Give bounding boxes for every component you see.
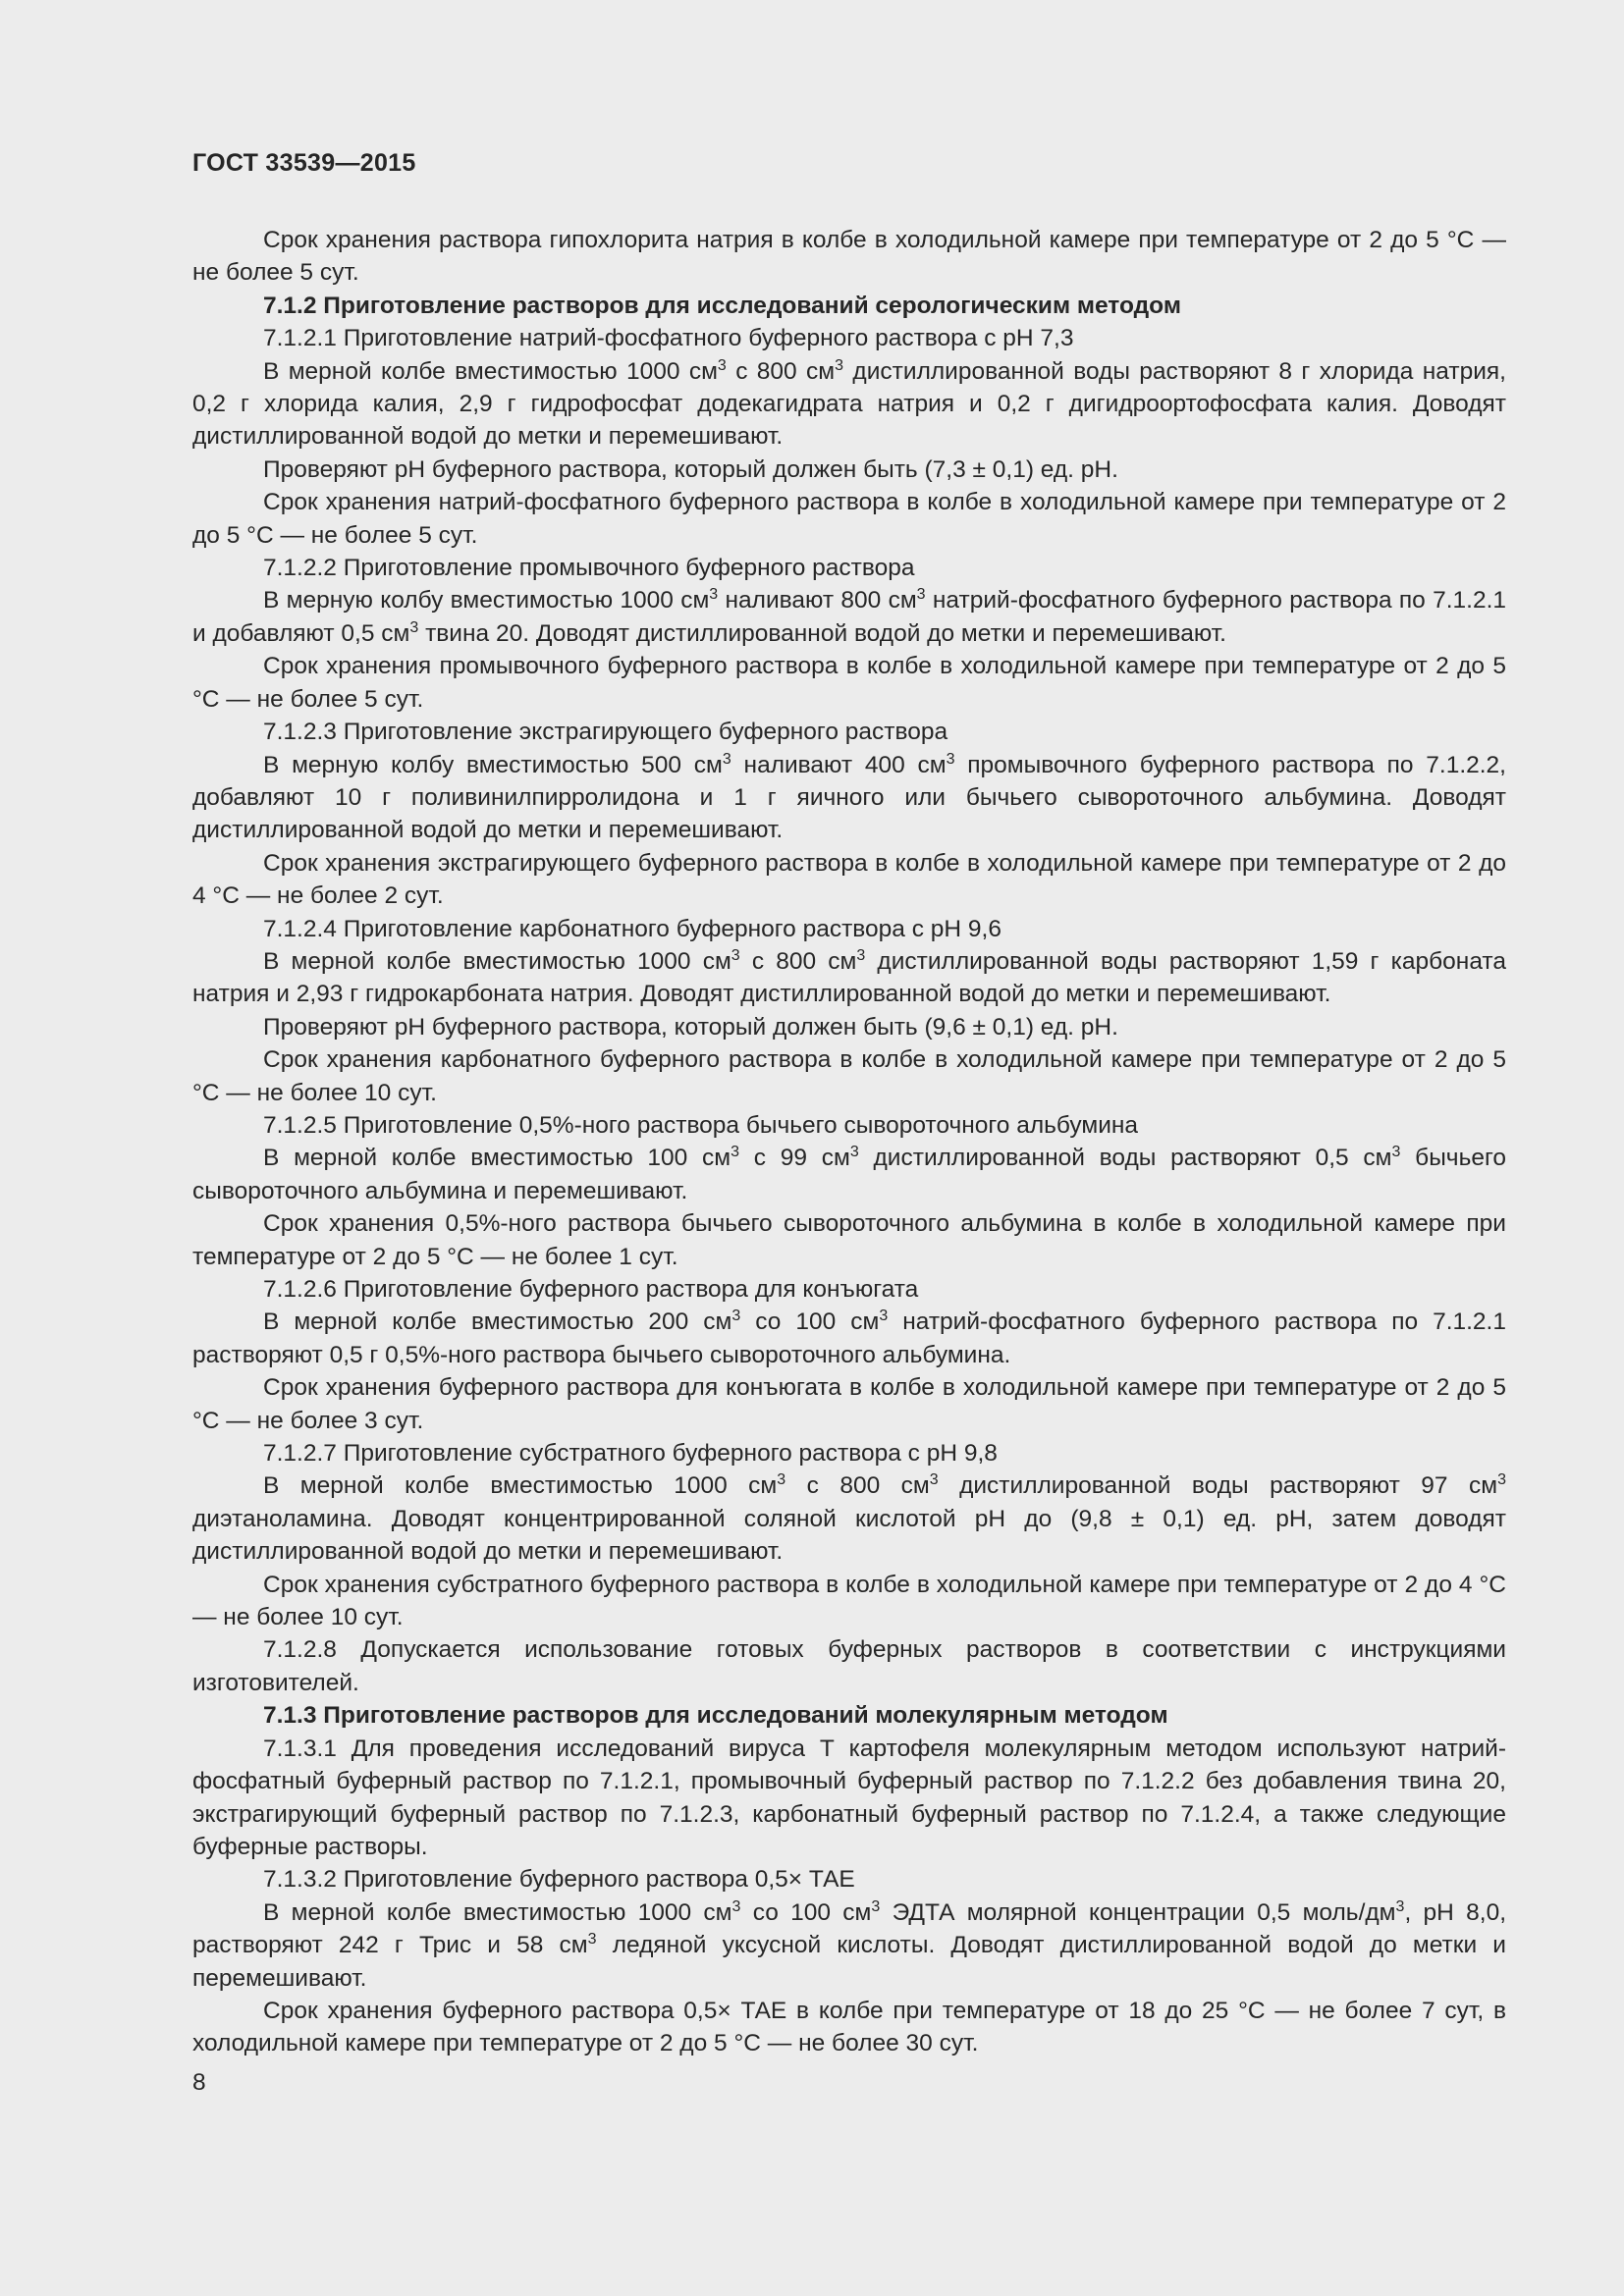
paragraph — [192, 1371, 1506, 1437]
paragraph-text: 7.1.2.5 Приготовление 0,5%-ного раствора бычьего сывороточного альбумина — [263, 1111, 1139, 1139]
superscript: 3 — [1391, 1144, 1401, 1161]
section-heading — [192, 290, 1506, 322]
paragraph-text: 7.1.2.3 Приготовление экстрагирующего буферного раствора — [263, 719, 948, 746]
paragraph-text: дистиллированной воды растворяют 1,59 г карбоната натрия и 2,93 г гидрокарбоната натрия. Доводят дистиллированной водой до метки и перемешивают. — [192, 947, 1506, 1008]
paragraph-text: Проверяют рН буферного раствора, который должен быть (7,3 ± 0,1) ед. рН. — [263, 455, 1118, 483]
paragraph-text: В мерной колбе вместимостью 1000 см — [263, 357, 718, 385]
superscript: 3 — [871, 1897, 881, 1915]
paragraph-text: 7.1.2.2 Приготовление промывочного буферного раствора — [263, 555, 915, 582]
paragraph-text: 7.1.2.8 Допускается использование готовых буферных растворов в соответствии с инструкциями изготовителей. — [192, 1636, 1506, 1696]
paragraph-text: наливают 400 см — [731, 751, 947, 778]
paragraph-text: Срок хранения субстратного буферного раствора в колбе в холодильной камере при температуре от 2 до 4 °С — не более 10 сут. — [192, 1571, 1506, 1631]
paragraph — [192, 1273, 1506, 1306]
paragraph-text: Срок хранения карбонатного буферного раствора в колбе в холодильной камере при температуре от 2 до 5 °С — не более 10 сут. — [192, 1046, 1506, 1106]
paragraph — [192, 1896, 1506, 1995]
paragraph-text: Срок хранения экстрагирующего буферного раствора в колбе в холодильной камере при температуре от 2 до 4 °С — не более 2 сут. — [192, 849, 1506, 910]
paragraph — [192, 1109, 1506, 1142]
superscript: 3 — [717, 356, 727, 374]
paragraph — [192, 913, 1506, 945]
paragraph — [192, 322, 1506, 354]
paragraph — [192, 454, 1506, 486]
paragraph-text: В мерной колбе вместимостью 1000 см — [263, 947, 731, 975]
paragraph-text: со 100 см — [740, 1308, 880, 1336]
superscript: 3 — [1395, 1897, 1405, 1915]
superscript: 3 — [856, 946, 866, 964]
paragraph-text: 7.1.2 Приготовление растворов для исследований серологическим методом — [263, 292, 1181, 319]
superscript: 3 — [777, 1471, 786, 1489]
paragraph — [192, 552, 1506, 584]
superscript: 3 — [731, 1308, 741, 1325]
paragraph-text: Срок хранения раствора гипохлорита натрия в колбе в холодильной камере при температуре от 2 до 5 °С — не более 5 сут. — [192, 227, 1506, 287]
paragraph-text: дистиллированной воды растворяют 97 см — [938, 1472, 1498, 1500]
paragraph — [192, 1142, 1506, 1207]
superscript: 3 — [709, 586, 719, 604]
paragraph-text: Срок хранения буферного раствора 0,5× ТАЕ в колбе при температуре от 18 до 25 °С — не более 7 сут, в холодильной камере при температуре от 2 до 5 °С — не более 30 сут. — [192, 1997, 1506, 2057]
document-header: ГОСТ 33539—2015 — [192, 149, 416, 177]
paragraph — [192, 716, 1506, 748]
paragraph — [192, 847, 1506, 913]
paragraph — [192, 1043, 1506, 1109]
superscript: 3 — [587, 1931, 597, 1949]
paragraph — [192, 1207, 1506, 1273]
superscript: 3 — [1497, 1471, 1506, 1489]
superscript: 3 — [946, 750, 955, 768]
paragraph-text: Срок хранения буферного раствора для конъюгата в колбе в холодильной камере при температуре от 2 до 5 °С — не более 3 сут. — [192, 1374, 1506, 1434]
paragraph-text: 7.1.3.1 Для проведения исследований вируса Т картофеля молекулярным методом используют натрий-фосфатный буферный раствор по 7.1.2.1, промывочный буферный раствор по 7.1.2.2 без добавления твина 20, экстрагирующий буферный раствор по 7.1.2.3, карбонатный буферный раствор по 7.1.2.4, а также следующие буферные растворы. — [192, 1735, 1506, 1860]
paragraph-text: В мерной колбе вместимостью 100 см — [263, 1145, 731, 1172]
section-heading — [192, 1699, 1506, 1732]
paragraph — [192, 1863, 1506, 1896]
paragraph-text: твина 20. Доводят дистиллированной водой до метки и перемешивают. — [418, 619, 1226, 647]
superscript: 3 — [731, 1897, 741, 1915]
superscript: 3 — [879, 1308, 889, 1325]
paragraph — [192, 1995, 1506, 2060]
paragraph-text: 7.1.3 Приготовление растворов для исследований молекулярным методом — [263, 1702, 1168, 1730]
paragraph — [192, 650, 1506, 716]
paragraph-text: , рН 8,0, растворяют 242 г Трис и 58 см — [192, 1898, 1507, 1959]
paragraph-text: со 100 см — [740, 1898, 872, 1926]
paragraph-text: Проверяют рН буферного раствора, который должен быть (9,6 ± 0,1) ед. рН. — [263, 1013, 1118, 1041]
superscript: 3 — [929, 1471, 939, 1489]
paragraph — [192, 486, 1506, 552]
paragraph-text: с 800 см — [739, 947, 857, 975]
paragraph-text: 7.1.2.7 Приготовление субстратного буферного раствора с рН 9,8 — [263, 1440, 998, 1468]
paragraph-text: В мерную колбу вместимостью 500 см — [263, 751, 723, 778]
paragraph — [192, 1633, 1506, 1699]
paragraph-text: с 800 см — [726, 357, 836, 385]
paragraph-text: натрий-фосфатного буферного раствора по 7.1.2.1 и добавляют 0,5 см — [192, 587, 1507, 647]
paragraph-text: 7.1.2.6 Приготовление буферного раствора для конъюгата — [263, 1276, 919, 1303]
page-number: 8 — [192, 2069, 206, 2096]
paragraph-text: ЭДТА молярной концентрации 0,5 моль/дм — [880, 1898, 1396, 1926]
paragraph — [192, 584, 1506, 650]
paragraph-text: ледяной уксусной кислоты. Доводят дистиллированной водой до метки и перемешивают. — [192, 1932, 1506, 1992]
superscript: 3 — [409, 618, 419, 636]
paragraph-text: промывочного буферного раствора по 7.1.2.2, добавляют 10 г поливинилпирролидона и 1 г яичного или бычьего сывороточного альбумина. Доводят дистиллированной водой до метки и перемешивают. — [192, 751, 1506, 844]
superscript: 3 — [731, 1144, 740, 1161]
paragraph-text: 7.1.2.4 Приготовление карбонатного буферного раствора с рН 9,6 — [263, 915, 1001, 942]
superscript: 3 — [916, 586, 926, 604]
paragraph-text: дистиллированной воды растворяют 8 г хлорида натрия, 0,2 г хлорида калия, 2,9 г гидрофосфат додекагидрата натрия и 0,2 г дигидроортофосфата калия. Доводят дистиллированной водой до метки и перемешивают. — [192, 357, 1506, 451]
paragraph — [192, 355, 1506, 454]
paragraph-text: В мерную колбу вместимостью 1000 см — [263, 587, 710, 614]
paragraph-text: натрий-фосфатного буферного раствора по 7.1.2.1 растворяют 0,5 г 0,5%-ного раствора бычьего сывороточного альбумина. — [192, 1308, 1506, 1368]
paragraph — [192, 1469, 1506, 1568]
paragraph — [192, 1306, 1506, 1371]
paragraph — [192, 224, 1506, 290]
paragraph-text: 7.1.3.2 Приготовление буферного раствора 0,5× ТАЕ — [263, 1866, 855, 1894]
paragraph-text: с 99 см — [739, 1145, 850, 1172]
superscript: 3 — [731, 946, 740, 964]
paragraph — [192, 1733, 1506, 1864]
superscript: 3 — [722, 750, 731, 768]
paragraph — [192, 1569, 1506, 1634]
paragraph-text: с 800 см — [785, 1472, 930, 1500]
document-body — [192, 224, 1506, 2060]
paragraph-text: В мерной колбе вместимостью 1000 см — [263, 1898, 732, 1926]
paragraph-text: диэтаноламина. Доводят концентрированной соляной кислотой рН до (9,8 ± 0,1) ед. рН, затем доводят дистиллированной водой до метки и перемешивают. — [192, 1505, 1506, 1566]
paragraph — [192, 1437, 1506, 1469]
paragraph-text: бычьего сывороточного альбумина и перемешивают. — [192, 1145, 1506, 1204]
superscript: 3 — [849, 1144, 859, 1161]
paragraph-text: Срок хранения промывочного буферного раствора в колбе в холодильной камере при температуре от 2 до 5 °С — не более 5 сут. — [192, 653, 1506, 713]
paragraph-text: В мерной колбе вместимостью 1000 см — [263, 1472, 778, 1500]
paragraph — [192, 1011, 1506, 1043]
paragraph-text: Срок хранения 0,5%-ного раствора бычьего сывороточного альбумина в колбе в холодильной камере при температуре от 2 до 5 °С — не более 1 сут. — [192, 1210, 1506, 1270]
paragraph — [192, 945, 1506, 1011]
paragraph-text: 7.1.2.1 Приготовление натрий-фосфатного буферного раствора с рН 7,3 — [263, 325, 1074, 352]
paragraph-text: Срок хранения натрий-фосфатного буферного раствора в колбе в холодильной камере при температуре от 2 до 5 °С — не более 5 сут. — [192, 489, 1506, 549]
paragraph-text: наливают 800 см — [718, 587, 917, 614]
paragraph-text: дистиллированной воды растворяют 0,5 см — [858, 1145, 1392, 1172]
paragraph-text: В мерной колбе вместимостью 200 см — [263, 1308, 732, 1336]
superscript: 3 — [835, 356, 844, 374]
paragraph — [192, 749, 1506, 847]
